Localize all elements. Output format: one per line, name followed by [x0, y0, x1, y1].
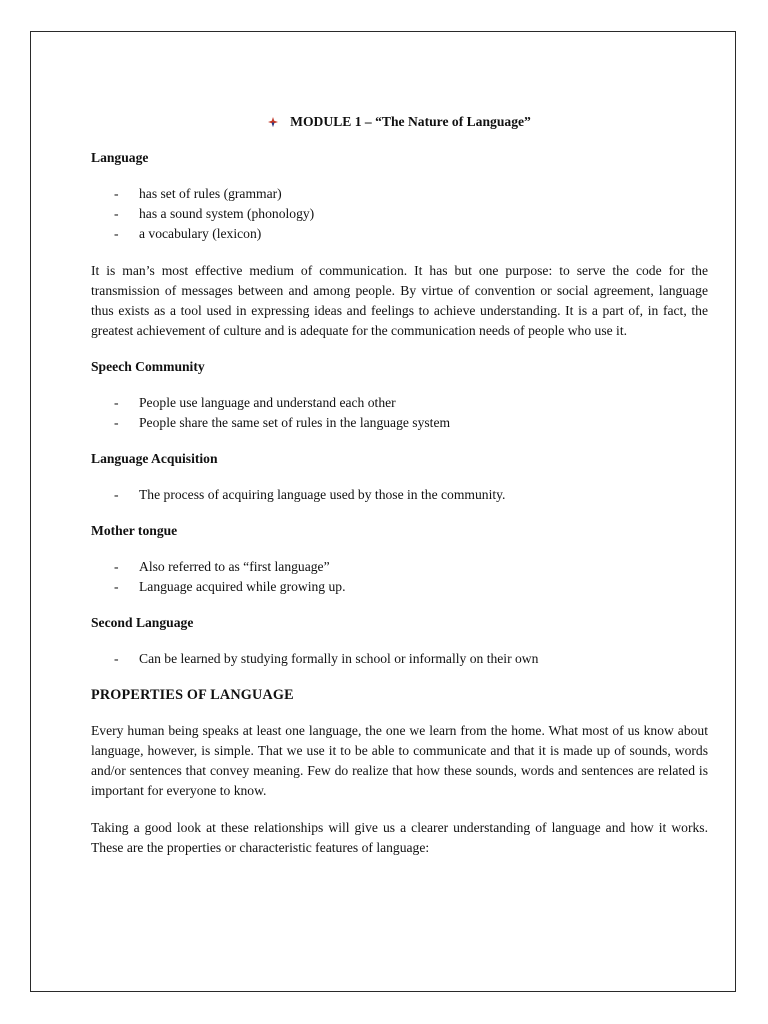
dash-marker: - — [114, 395, 119, 410]
heading-speech-community: Speech Community — [91, 359, 205, 374]
dash-marker: - — [114, 226, 119, 241]
four-point-arrow-bullet-icon — [268, 117, 278, 127]
list-item-text: has a sound system (phonology) — [139, 206, 315, 221]
list-item-text: Can be learned by studying formally in school or informally on their own — [139, 651, 539, 666]
dash-marker: - — [114, 559, 119, 574]
document-content — [91, 110, 708, 858]
dash-marker: - — [114, 579, 119, 594]
list-item-text: People share the same set of rules in the language system — [139, 415, 451, 430]
list-item — [91, 557, 708, 577]
module-title-row — [91, 112, 708, 132]
list-item — [91, 649, 708, 669]
language-acquisition-list — [91, 485, 708, 505]
list-item — [91, 413, 708, 433]
heading-mother-tongue: Mother tongue — [91, 523, 178, 538]
dash-marker: - — [114, 186, 119, 201]
heading-properties-of-language: PROPERTIES OF LANGUAGE — [91, 687, 294, 703]
dash-marker: - — [114, 415, 119, 430]
speech-community-list — [91, 393, 708, 433]
list-item — [91, 577, 708, 597]
list-item-text: The process of acquiring language used by those in the community. — [139, 487, 506, 502]
list-item — [91, 184, 708, 204]
list-item-text: has set of rules (grammar) — [139, 186, 282, 201]
module-title: MODULE 1 – “The Nature of Language” — [290, 114, 531, 129]
mother-tongue-list — [91, 557, 708, 597]
language-paragraph: It is man’s most effective medium of communication. It has but one purpose: to serve the code for the transmission of messages between and among people. By virtue of convention or social agreement, language thus exists as a tool used in expressing ideas and feelings to achieve understanding. It is a part of, in fact, the greatest achievement of culture and is adequate for the communication needs of people who use it. — [91, 263, 708, 338]
second-language-list — [91, 649, 708, 669]
list-item — [91, 224, 708, 244]
dash-marker: - — [114, 206, 119, 221]
document-page — [30, 31, 736, 992]
list-item — [91, 393, 708, 413]
heading-language-acquisition: Language Acquisition — [91, 451, 218, 466]
list-item — [91, 485, 708, 505]
dash-marker: - — [114, 487, 119, 502]
language-list — [91, 184, 708, 244]
list-item-text: Language acquired while growing up. — [139, 579, 346, 594]
dash-marker: - — [114, 651, 119, 666]
properties-paragraph-1: Every human being speaks at least one language, the one we learn from the home. What most of us know about language, however, is simple. That we use it to be able to communicate and that it is made up of sounds, words and/or sentences that convey meaning. Few do realize that how these sounds, words and sentences are related is important for everyone to know. — [91, 723, 708, 798]
list-item — [91, 204, 708, 224]
list-item-text: Also referred to as “first language” — [139, 559, 330, 574]
properties-paragraph-2: Taking a good look at these relationships will give us a clearer understanding of language and how it works. These are the properties or characteristic features of language: — [91, 820, 708, 855]
heading-second-language: Second Language — [91, 615, 194, 630]
heading-language: Language — [91, 150, 149, 165]
list-item-text: a vocabulary (lexicon) — [139, 226, 262, 241]
list-item-text: People use language and understand each other — [139, 395, 396, 410]
